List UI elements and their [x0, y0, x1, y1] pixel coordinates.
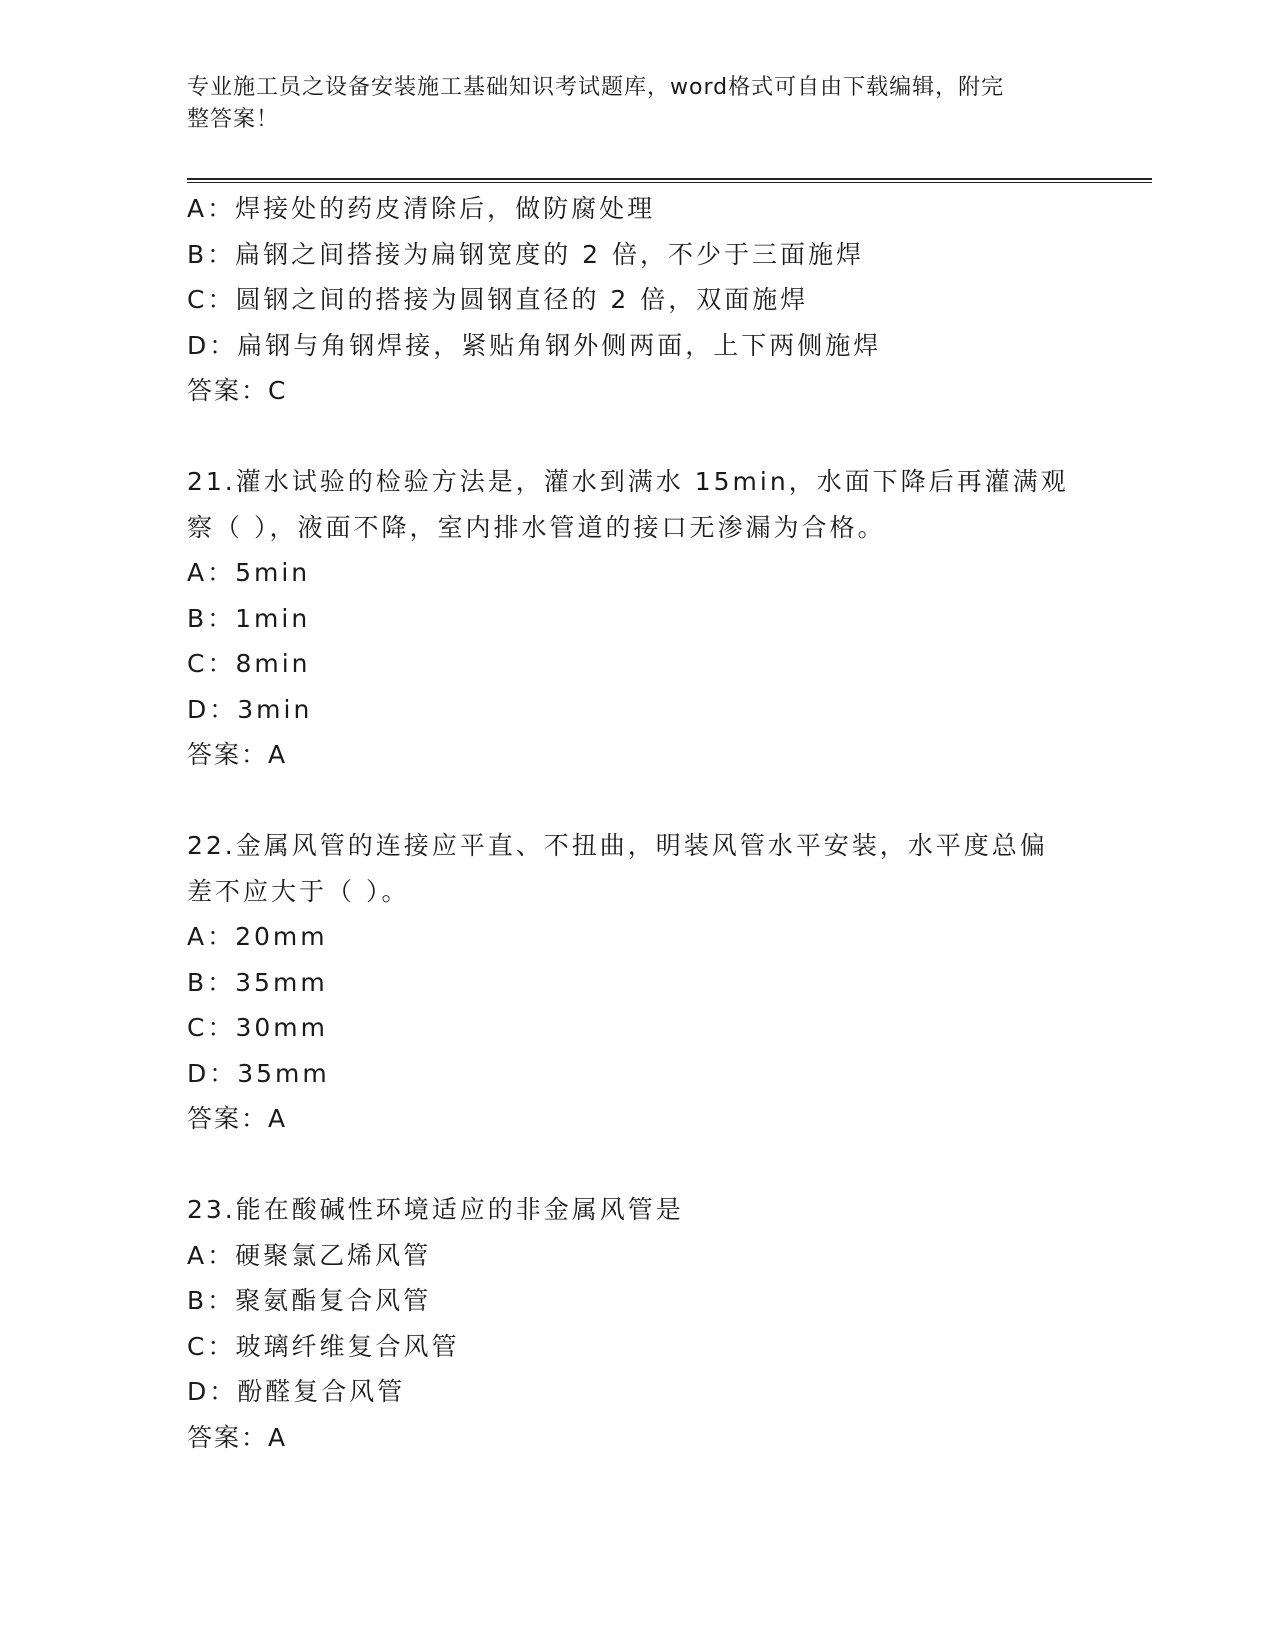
option-c: C：30mm: [187, 1013, 328, 1042]
question-text-line-2: 差不应大于（ ）。: [187, 876, 410, 906]
question-text-line-1: 22.金属风管的连接应平直、不扭曲，明装风管水平安装，水平度总偏: [187, 831, 1048, 860]
question-20-block: [187, 186, 1067, 414]
option-b: B：1min: [187, 603, 311, 633]
header-divider: [187, 178, 1152, 183]
spacer: [187, 1142, 1067, 1188]
option-b: B：聚氨酯复合风管: [187, 1286, 432, 1315]
question-21-block: [187, 459, 1067, 778]
question-23-block: [187, 1187, 1067, 1460]
option-d: D：3min: [187, 694, 313, 724]
spacer: [187, 778, 1067, 824]
option-a: A：硬聚氯乙烯风管: [187, 1240, 432, 1270]
option-c: C：圆钢之间的搭接为圆钢直径的 2 倍，双面施焊: [187, 285, 809, 314]
option-d: D：35mm: [187, 1058, 330, 1088]
option-c: C：玻璃纤维复合风管: [187, 1331, 460, 1361]
header-line-2: 整答案！: [187, 107, 280, 132]
option-a: A：5min: [187, 558, 311, 587]
option-b: B：35mm: [187, 967, 328, 997]
question-text-line-1: 21.灌水试验的检验方法是，灌水到满水 15min，水面下降后再灌满观: [187, 467, 1069, 496]
option-c: C：8min: [187, 649, 311, 678]
answer: 答案：A: [187, 740, 288, 769]
option-a: A：焊接处的药皮清除后，做防腐处理: [187, 194, 656, 223]
option-b: B：扁钢之间搭接为扁钢宽度的 2 倍，不少于三面施焊: [187, 239, 864, 269]
option-d: D：酚醛复合风管: [187, 1377, 406, 1406]
question-text-line-1: 23.能在酸碱性环境适应的非金属风管是: [187, 1195, 684, 1224]
question-list: [187, 186, 1067, 1460]
question-text-line-2: 察（ ），液面不降，室内排水管道的接口无渗漏为合格。: [187, 512, 886, 542]
header-line-1: 专业施工员之设备安装施工基础知识考试题库，word格式可自由下载编辑，附完: [187, 75, 1005, 100]
question-22-block: [187, 823, 1067, 1142]
answer: 答案：A: [187, 1104, 288, 1133]
option-a: A：20mm: [187, 922, 328, 951]
option-d: D：扁钢与角钢焊接，紧贴角钢外侧两面，上下两侧施焊: [187, 330, 882, 360]
document-header: [187, 72, 1067, 136]
spacer: [187, 414, 1067, 460]
answer: 答案：C: [187, 376, 288, 405]
answer: 答案：A: [187, 1422, 288, 1452]
